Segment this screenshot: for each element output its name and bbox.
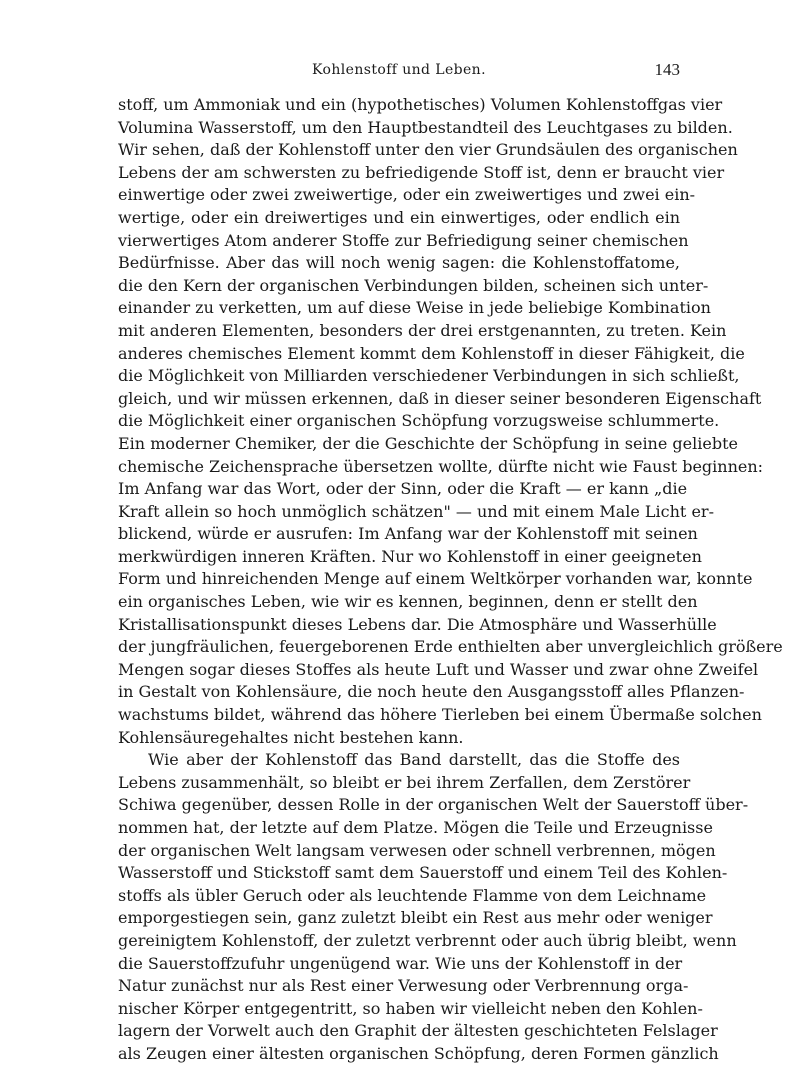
text-line: mit anderen Elementen, besonders der drei erstgenannten, zu treten. Kein — [118, 320, 727, 340]
text-line: stoff, um Ammoniak und ein (hypothetisches) Volumen Kohlenstoffgas vier — [118, 95, 723, 114]
text-line: einwertige oder zwei zweiwertige, oder ein zweiwertiges und zwei ein- — [118, 185, 696, 205]
text-line: Bedürfnisse. Aber das will noch wenig sagen: die Kohlenstoffatome, — [118, 253, 680, 273]
body-text — [118, 94, 783, 1066]
text-line: vierwertiges Atom anderer Stoffe zur Befriedigung seiner chemischen — [118, 230, 689, 250]
text-line: der organischen Welt langsam verwesen oder schnell verbrennen, mögen — [118, 840, 716, 860]
text-line: die Sauerstoffzufuhr ungenügend war. Wie uns der Kohlenstoff in der — [118, 953, 683, 973]
text-line: der jungfräulichen, feuergeborenen Erde enthielten aber unvergleichlich größere — [118, 637, 783, 657]
text-line: lagern der Vorwelt auch den Graphit der ältesten geschichteten Felslager — [118, 1021, 718, 1041]
paragraph — [118, 94, 783, 749]
text-line: Kristallisationspunkt dieses Lebens dar. Die Atmosphäre und Wasserhülle — [118, 614, 717, 634]
text-line: stoffs als übler Geruch oder als leuchtende Flamme von dem Leichname — [118, 885, 707, 905]
text-line: Form und hinreichenden Menge auf einem Weltkörper vorhanden war, konnte — [118, 569, 753, 589]
text-line: wertige, oder ein dreiwertiges und ein einwertiges, oder endlich ein — [118, 207, 680, 227]
text-line: anderes chemisches Element kommt dem Kohlenstoff in dieser Fähigkeit, die — [118, 343, 745, 363]
text-line: Kraft allein so hoch unmöglich schätzen" — und mit einem Male Licht er- — [118, 501, 714, 521]
text-line: Wasserstoff und Stickstoff samt dem Sauerstoff und einem Teil des Kohlen- — [118, 863, 728, 883]
text-line: chemische Zeichensprache übersetzen wollte, dürfte nicht wie Faust beginnen: — [118, 456, 764, 476]
text-line: einander zu verketten, um auf diese Weise in jede beliebige Kombination — [118, 298, 711, 318]
text-line: Kohlensäuregehaltes nicht bestehen kann. — [118, 727, 464, 747]
text-line: in Gestalt von Kohlensäure, die noch heute den Ausgangsstoff alles Pflanzen- — [118, 682, 745, 702]
text-line: nommen hat, der letzte auf dem Platze. Mögen die Teile und Erzeugnisse — [118, 818, 713, 837]
text-line: Volumina Wasserstoff, um den Hauptbestandteil des Leuchtgases zu bilden. — [118, 117, 733, 137]
text-line: als Zeugen einer ältesten organischen Schöpfung, deren Formen gänzlich — [118, 1043, 719, 1063]
text-line: die Möglichkeit einer organischen Schöpfung vorzugsweise schlummerte. — [118, 411, 720, 431]
paragraph — [118, 749, 749, 1065]
text-line: die den Kern der organischen Verbindungen bilden, scheinen sich unter- — [118, 275, 709, 295]
text-line: Im Anfang war das Wort, oder der Sinn, oder die Kraft — er kann „die — [118, 479, 688, 499]
page-number: 143 — [654, 60, 680, 79]
text-line: gereinigtem Kohlenstoff, der zuletzt verbrennt oder auch übrig bleibt, wenn — [118, 930, 737, 950]
text-line: blickend, würde er ausrufen: Im Anfang war der Kohlenstoff mit seinen — [118, 524, 698, 544]
text-line: wachstums bildet, während das höhere Tierleben bei einem Übermaße solchen — [118, 705, 762, 725]
text-line: emporgestiegen sein, ganz zuletzt bleibt ein Rest aus mehr oder weniger — [118, 908, 713, 928]
running-title: Kohlenstoff und Leben. — [312, 62, 486, 78]
text-line: Mengen sogar dieses Stoffes als heute Luft und Wasser und zwar ohne Zweifel — [118, 659, 759, 679]
running-head — [118, 58, 680, 88]
text-line: nischer Körper entgegentritt, so haben wir vielleicht neben den Kohlen- — [118, 998, 703, 1018]
text-line: Schiwa gegenüber, dessen Rolle in der organischen Welt der Sauerstoff über- — [118, 795, 749, 815]
text-line: Natur zunächst nur als Rest einer Verwesung oder Verbrennung orga- — [118, 976, 689, 996]
text-line: die Möglichkeit von Milliarden verschiedener Verbindungen in sich schließt, — [118, 366, 740, 386]
text-line: ein organisches Leben, wie wir es kennen, beginnen, denn er stellt den — [118, 592, 698, 612]
text-line: Wir sehen, daß der Kohlenstoff unter den vier Grundsäulen des organischen — [118, 140, 738, 160]
text-line: merkwürdigen inneren Kräften. Nur wo Kohlenstoff in einer geeigneten — [118, 546, 702, 566]
text-line: Wie aber der Kohlenstoff das Band darstellt, das die Stoffe des — [148, 750, 680, 770]
text-line: Lebens der am schwersten zu befriedigende Stoff ist, denn er braucht vier — [118, 162, 725, 182]
text-line: gleich, und wir müssen erkennen, daß in dieser seiner besonderen Eigenschaft — [118, 388, 762, 408]
text-line: Ein moderner Chemiker, der die Geschichte der Schöpfung in seine geliebte — [118, 433, 738, 453]
text-line: Lebens zusammenhält, so bleibt er bei ihrem Zerfallen, dem Zerstörer — [118, 772, 691, 792]
